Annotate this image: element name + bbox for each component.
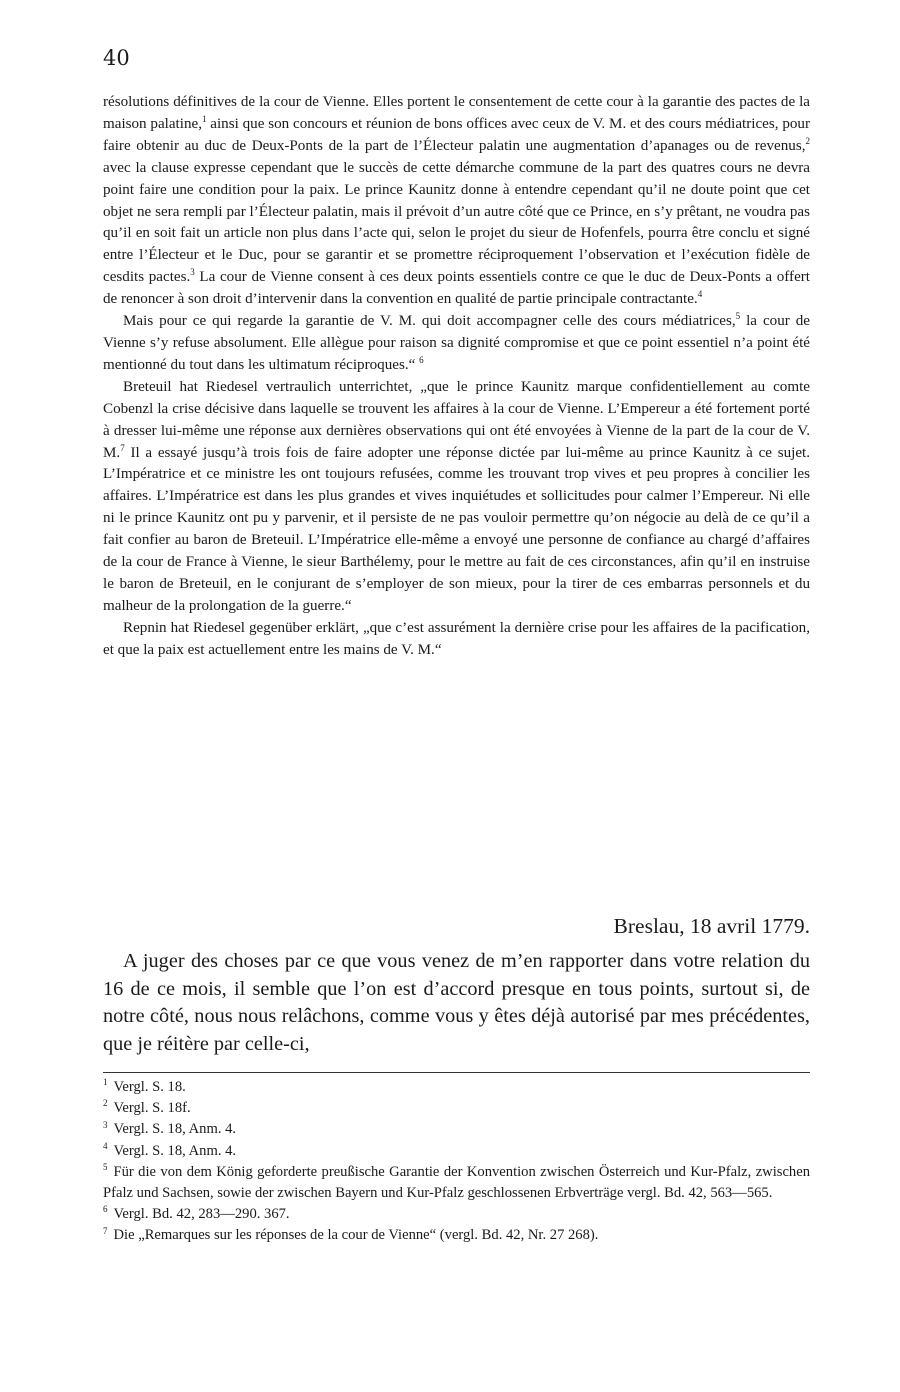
- footnote: [103, 1162, 810, 1204]
- quote-text: avec la clause expresse cependant que le succès de cette démarche commune de la part des quatres cours ne devra point faire une condition pour la paix. Le prince Kaunitz donne à entendre cependant qu’il ne doute point que cet objet ne sera rempli par l’Électeur palatin, mais il prévoit d’un autre côté que ce Prince, en s’y prêtant, ne voudra pas qu’il en soit fait un article non plus dans l’acte qui, selon le projet du sieur de Hofenfels, pourra être conclu et signé entre l’Électeur et le Duc, pour se garantir et se promettre réciproquement l’observation et l’exécution fidèle de cesdits pactes.: [103, 159, 810, 286]
- footnotes: [103, 1077, 810, 1247]
- footnote-reference: 1: [201, 113, 207, 124]
- footnote: [103, 1119, 810, 1140]
- quote-text: La cour de Vienne consent à ces deux points essentiels contre ce que le duc de Deux-Ponts a offert de renoncer à son droit d’intervenir dans la convention en qualité de partie principale contractante.: [103, 269, 810, 308]
- quote-text: Breteuil hat Riedesel vertraulich unterrichtet, „que le prince Kaunitz marque confidentiellement au comte Cobenzl la crise décisive dans laquelle se trouvent les affaires à la cour de Vienne. L’Empereur a été fortement porté à dresser lui-même une réponse aux dernières observations qui ont été envoyées à Vienne de la part de la cour de V. M.: [103, 378, 810, 461]
- footnote: [103, 1098, 810, 1119]
- footnote-reference: 7: [120, 442, 125, 453]
- quote-text: ainsi que son concours et réunion de bons offices avec ceux de V. M. et des cours médiatrices, pour faire obtenir au duc de Deux-Ponts de la part de l’Électeur palatin une augmentation d’apanages ou de revenus,: [103, 115, 811, 154]
- footnote-mark: 1: [103, 1077, 108, 1088]
- quote-text: Mais pour ce qui regarde la garantie de V. M. qui doit accompagner celle des cours médiatrices,: [123, 313, 736, 330]
- footnote-reference: 4: [697, 289, 703, 300]
- page-number: 40: [103, 46, 130, 70]
- quote-paragraph: [103, 618, 810, 662]
- footnote-reference: 5: [735, 311, 741, 322]
- quote-text: la cour de Vienne s’y refuse absolument. Elle allègue pour raison sa dignité compromise et que ce point essentiel n’a point été mentionné du tout dans les ultimatum réciproques.“: [103, 313, 810, 373]
- footnote-reference: 3: [190, 267, 195, 278]
- letter-dateline: Breslau, 18 avril 1779.: [613, 914, 810, 938]
- quote-paragraph: [103, 377, 810, 618]
- footnote: [103, 1077, 810, 1098]
- quote-text: Il a essayé jusqu’à trois fois de faire adopter une réponse dictée par lui-même au prince Kaunitz à ce sujet. L’Impératrice et ce ministre les ont toujours refusées, comme les trouvant trop vives et peu propres à concilier les affaires. L’Impératrice est dans les plus grandes et vives inquiétudes et sollicitudes pour calmer l’Empereur. Ni elle ni le prince Kaunitz ont pu y parvenir, et il persiste de ne pas vouloir permettre qu’on négocie au delà de ce qu’il a fait confier au baron de Breteuil. L’Impératrice elle-même a envoyé une personne de confiance au chargé d’affaires de la cour de France à Vienne, le sieur Barthélemy, pour le mettre au fait de ces circonstances, afin qu’il en instruise le baron de Breteuil, en le conjurant de s’employer de son mieux, pour la tirer de ces embarras personnels et du malheur de la prolongation de la guerre.“: [103, 444, 810, 614]
- footnote-reference: 2: [805, 135, 810, 146]
- letter-body: A juger des choses par ce que vous venez de m’en rapporter dans votre relation du 16 de ce mois, il semble que l’on est d’accord presque en tous points, surtout si, de notre côté, nous nous relâchons, comme vous y êtes déjà autorisé par mes précédentes, que je réitère par celle-ci,: [103, 950, 810, 1055]
- footnote-text: Vergl. Bd. 42, 283—290. 367.: [113, 1206, 290, 1223]
- footnote-text: Die „Remarques sur les réponses de la cour de Vienne“ (vergl. Bd. 42, Nr. 27 268).: [113, 1227, 599, 1244]
- footnote-mark: 6: [103, 1204, 108, 1215]
- footnote: [103, 1141, 810, 1162]
- footnote-text: Vergl. S. 18, Anm. 4.: [113, 1142, 237, 1159]
- footnote-text: Vergl. S. 18.: [113, 1079, 186, 1095]
- footnote-text: Für die von dem König geforderte preußische Garantie der Konvention zwischen Österreich und Kur-Pfalz, zwischen Pfalz und Sachsen, sowie der zwischen Bayern und Kur-Pfalz geschlossenen Erbverträge vergl. Bd. 42, 563—565.: [103, 1163, 810, 1202]
- footnote-mark: 5: [103, 1161, 108, 1172]
- footnote-mark: 3: [103, 1119, 108, 1130]
- footnote-text: Vergl. S. 18, Anm. 4.: [113, 1121, 237, 1138]
- quoted-report: [103, 92, 810, 662]
- quote-paragraph: [103, 92, 810, 311]
- quote-text: Repnin hat Riedesel gegenüber erklärt, „que c’est assurément la dernière crise pour les affaires de la pacification, et que la paix est actuellement entre les mains de V. M.“: [103, 619, 810, 658]
- footnote-mark: 7: [103, 1225, 108, 1236]
- footnote-separator: [103, 1072, 810, 1073]
- footnote-reference: 6: [419, 354, 424, 365]
- footnote: [103, 1204, 810, 1225]
- quote-text: résolutions définitives de la cour de Vienne. Elles portent le consentement de cette cour à la garantie des pactes de la maison palatine,: [103, 94, 810, 132]
- footnote-text: Vergl. S. 18f.: [113, 1100, 191, 1117]
- footnote-mark: 4: [103, 1140, 108, 1151]
- footnote: [103, 1225, 810, 1246]
- footnote-mark: 2: [103, 1098, 108, 1109]
- quote-paragraph: [103, 311, 810, 377]
